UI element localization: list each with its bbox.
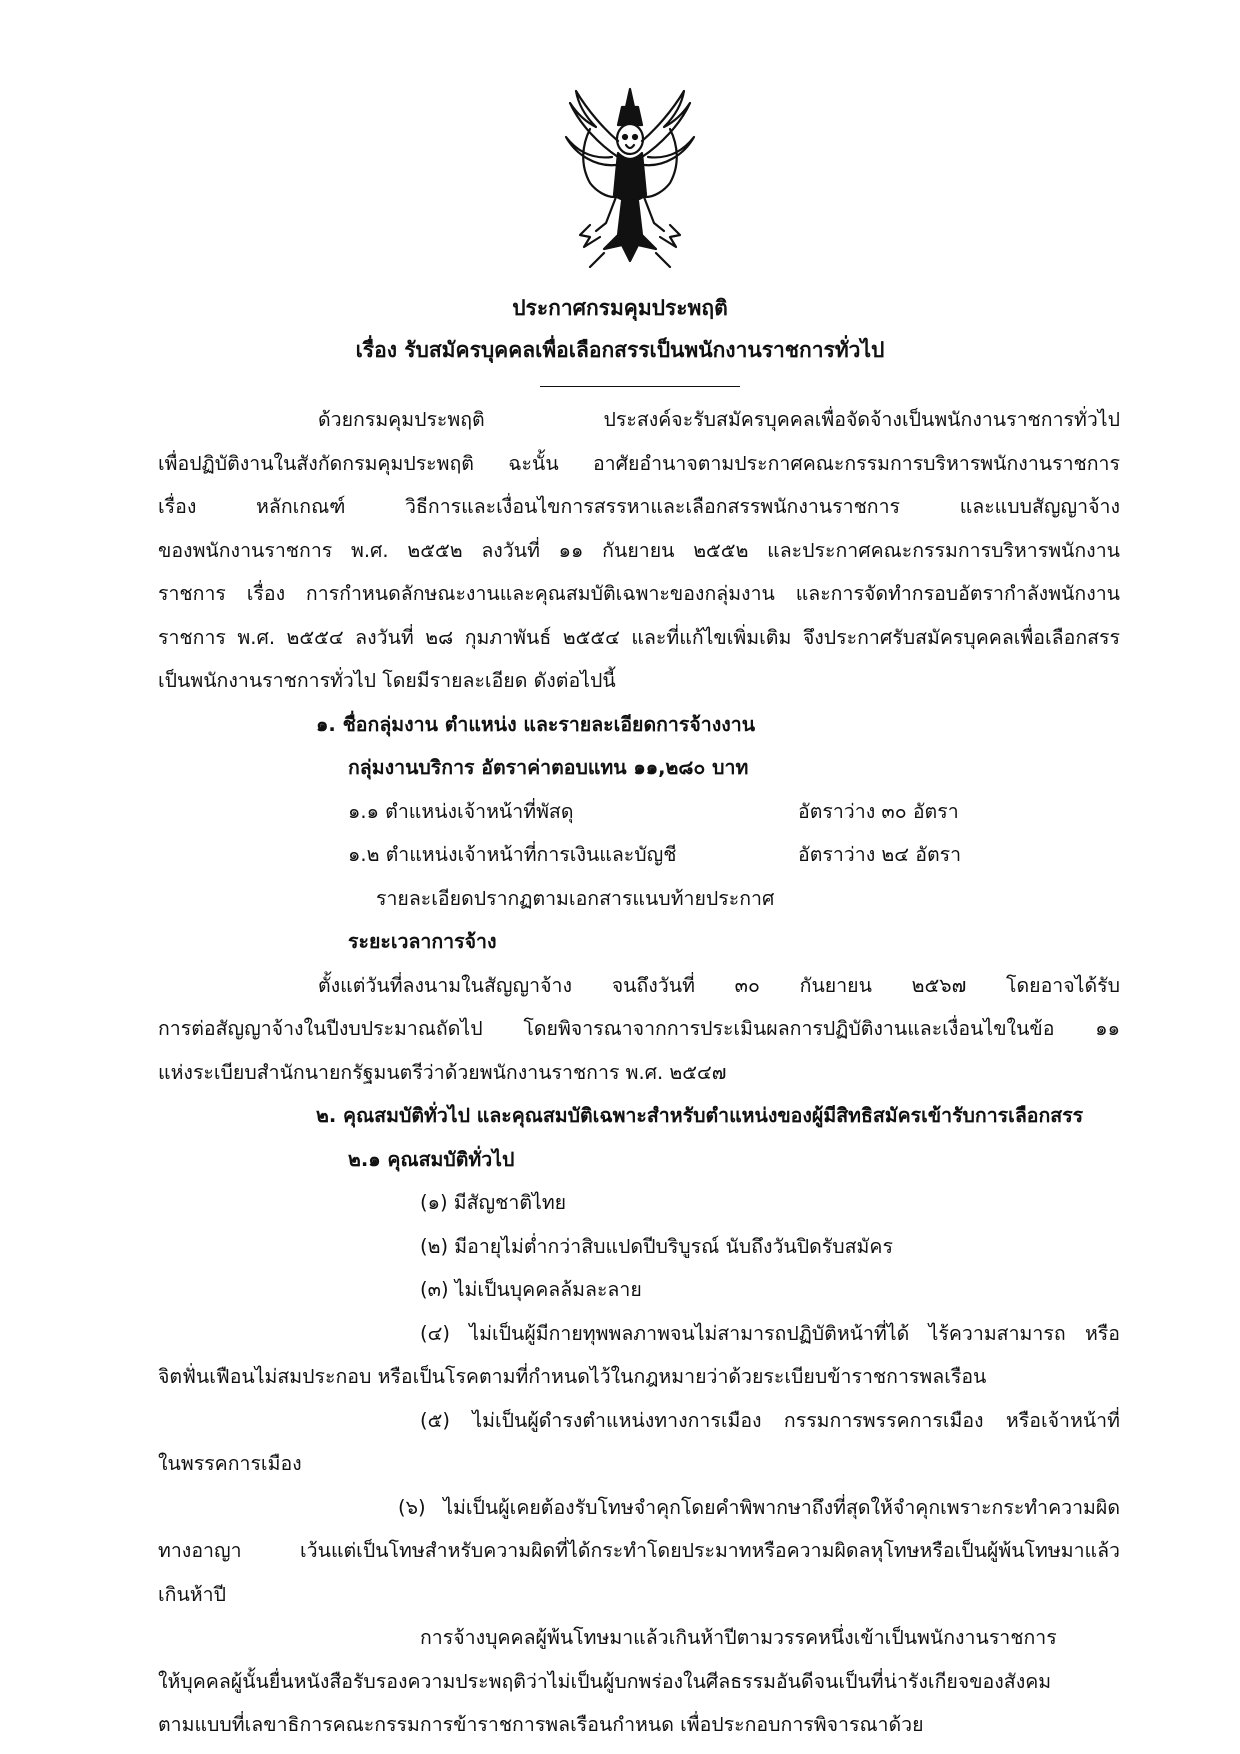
intro-line: เพื่อปฏิบัติงานในสังกัดกรมคุมประพฤติ ฉะนั้น อาศัยอำนาจตามประกาศคณะกรรมการบริหารพนักงานราชการ bbox=[158, 451, 1120, 475]
title-divider bbox=[540, 386, 740, 387]
qualification-item: (๑) มีสัญชาติไทย bbox=[420, 1191, 567, 1214]
qualification-item: (๓) ไม่เป็นบุคคลล้มละลาย bbox=[420, 1278, 642, 1301]
qualification-item-cont: ทางอาญา เว้นแต่เป็นโทษสำหรับความผิดที่ได้กระทำโดยประมาทหรือความผิดลหุโทษหรือเป็นผู้พ้นโทษมาแล้ว bbox=[158, 1539, 1120, 1562]
qualification-item: (๖) ไม่เป็นผู้เคยต้องรับโทษจำคุกโดยคำพิพากษาถึงที่สุดให้จำคุกเพราะกระทำความผิด bbox=[398, 1495, 1120, 1519]
qualification-item: (๒) มีอายุไม่ต่ำกว่าสิบแปดปีบริบูรณ์ นับถึงวันปิดรับสมัคร bbox=[420, 1234, 893, 1258]
intro-line: ด้วยกรมคุมประพฤติ ประสงค์จะรับสมัครบุคคลเพื่อจัดจ้างเป็นพนักงานราชการทั่วไป bbox=[318, 408, 1120, 431]
announcement-agency: ประกาศกรมคุมประพฤติ bbox=[512, 296, 728, 320]
announcement-subject: เรื่อง รับสมัครบุคคลเพื่อเลือกสรรเป็นพนักงานราชการทั่วไป bbox=[355, 338, 885, 362]
position-row bbox=[158, 833, 1120, 877]
intro-line: เป็นพนักงานราชการทั่วไป โดยมีรายละเอียด ดังต่อไปนี้ bbox=[158, 669, 616, 692]
details-note: รายละเอียดปรากฏตามเอกสารแนบท้ายประกาศ bbox=[376, 886, 775, 910]
intro-line: ราชการ พ.ศ. ๒๕๕๔ ลงวันที่ ๒๘ กุมภาพันธ์ ๒๕๕๔ และที่แก้ไขเพิ่มเติม จึงประกาศรับสมัครบุคคลเพื่อเลือกสรร bbox=[158, 625, 1120, 649]
note-line: การจ้างบุคคลผู้พ้นโทษมาแล้วเกินห้าปีตามวรรคหนึ่งเข้าเป็นพนักงานราชการ bbox=[420, 1626, 1057, 1649]
note-line: ตามแบบที่เลขาธิการคณะกรรมการข้าราชการพลเรือนกำหนด เพื่อประกอบการพิจารณาด้วย bbox=[158, 1713, 924, 1736]
intro-line: ของพนักงานราชการ พ.ศ. ๒๕๕๒ ลงวันที่ ๑๑ กันยายน ๒๕๕๒ และประกาศคณะกรรมการบริหารพนักงาน bbox=[158, 538, 1120, 562]
qualification-item-cont: เกินห้าปี bbox=[158, 1582, 226, 1606]
position-row bbox=[158, 790, 1120, 834]
garuda-emblem-icon bbox=[560, 85, 700, 275]
position-vacancy: อัตราว่าง ๓๐ อัตรา bbox=[798, 799, 959, 823]
period-line: การต่อสัญญาจ้างในปีงบประมาณถัดไป โดยพิจารณาจากการประเมินผลการปฏิบัติงานและเงื่อนไขในข้อ ๑๑ bbox=[158, 1017, 1120, 1040]
intro-line: เรื่อง หลักเกณฑ์ วิธีการและเงื่อนไขการสรรหาและเลือกสรรพนักงานราชการ และแบบสัญญาจ้าง bbox=[158, 495, 1120, 518]
period-heading: ระยะเวลาการจ้าง bbox=[348, 930, 497, 953]
position-name: ๑.๑ ตำแหน่งเจ้าหน้าที่พัสดุ bbox=[348, 799, 574, 823]
position-name: ๑.๒ ตำแหน่งเจ้าหน้าที่การเงินและบัญชี bbox=[348, 843, 677, 866]
document-body bbox=[158, 398, 1120, 1747]
position-vacancy: อัตราว่าง ๒๔ อัตรา bbox=[798, 843, 962, 866]
qualification-item-cont: จิตฟั่นเฟือนไม่สมประกอบ หรือเป็นโรคตามที่กำหนดไว้ในกฎหมายว่าด้วยระเบียบข้าราชการพลเรือน bbox=[158, 1365, 987, 1388]
section2-subheading: ๒.๑ คุณสมบัติทั่วไป bbox=[348, 1147, 515, 1171]
service-group: กลุ่มงานบริการ อัตราค่าตอบแทน ๑๑,๒๘๐ บาท bbox=[348, 756, 749, 779]
qualification-item: (๔) ไม่เป็นผู้มีกายทุพพลภาพจนไม่สามารถปฏิบัติหน้าที่ได้ ไร้ความสามารถ หรือ bbox=[420, 1321, 1120, 1345]
qualification-item: (๕) ไม่เป็นผู้ดำรงตำแหน่งทางการเมือง กรรมการพรรคการเมือง หรือเจ้าหน้าที่ bbox=[420, 1408, 1120, 1432]
intro-line: ราชการ เรื่อง การกำหนดลักษณะงานและคุณสมบัติเฉพาะของกลุ่มงาน และการจัดทำกรอบอัตรากำลังพนักงาน bbox=[158, 582, 1120, 605]
note-line: ให้บุคคลผู้นั้นยื่นหนังสือรับรองความประพฤติว่าไม่เป็นผู้บกพร่องในศีลธรรมอันดีจนเป็นที่น่ารังเกียจของสังคม bbox=[158, 1669, 1052, 1693]
qualification-item-cont: ในพรรคการเมือง bbox=[158, 1452, 302, 1475]
period-line: ตั้งแต่วันที่ลงนามในสัญญาจ้าง จนถึงวันที่ ๓๐ กันยายน ๒๕๖๗ โดยอาจได้รับ bbox=[318, 973, 1120, 997]
period-line: แห่งระเบียบสำนักนายกรัฐมนตรีว่าด้วยพนักงานราชการ พ.ศ. ๒๕๔๗ bbox=[158, 1060, 727, 1084]
section1-heading: ๑. ชื่อกลุ่มงาน ตำแหน่ง และรายละเอียดการจ้างงาน bbox=[316, 712, 756, 736]
section2-heading: ๒. คุณสมบัติทั่วไป และคุณสมบัติเฉพาะสำหรับตำแหน่งของผู้มีสิทธิสมัครเข้ารับการเลือกสรร bbox=[316, 1104, 1084, 1127]
